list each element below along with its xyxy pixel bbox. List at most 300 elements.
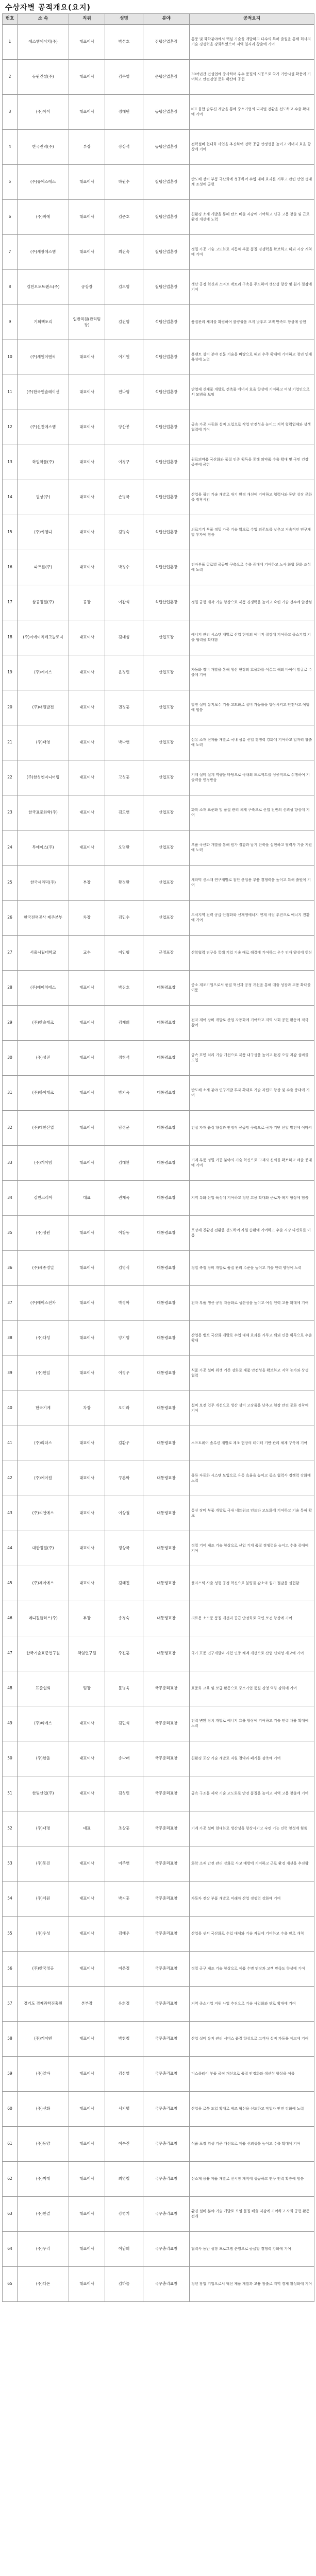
table-row: [3, 936, 314, 971]
row-organization: 파트론(주): [18, 550, 69, 585]
row-organization: (주)케이엠: [18, 1146, 69, 1181]
row-organization: (주)대원발전: [18, 690, 69, 725]
row-organization: (주)알파: [18, 2057, 69, 2092]
row-number: 6: [3, 200, 18, 235]
column-header-field: 분야: [143, 14, 190, 25]
table-row: [3, 1566, 314, 1601]
row-name: 김선영: [105, 2057, 143, 2092]
row-number: 13: [3, 445, 18, 480]
row-position: 교수: [69, 936, 105, 971]
row-position: 대표이사: [69, 1146, 105, 1181]
table-row: [3, 515, 314, 550]
row-position: 대표이사: [69, 445, 105, 480]
table-row: [3, 2267, 314, 2302]
table-row: [3, 1882, 314, 1917]
row-number: 28: [3, 971, 18, 1006]
row-organization: (주)성원: [18, 1216, 69, 1251]
row-award-field: 국무총리표창: [143, 1846, 190, 1882]
row-organization: (주)한울: [18, 1741, 69, 1776]
row-merit-summary: 도서지역 전력 공급 안정화와 신재생에너지 연계 사업 추진으로 에너지 전환에 기여: [190, 901, 314, 936]
row-award-field: 대통령표창: [143, 1601, 190, 1636]
table-row: [3, 725, 314, 760]
row-award-field: 동탑산업훈장: [143, 130, 190, 165]
table-row: [3, 1426, 314, 1461]
row-position: 대표: [69, 1811, 105, 1846]
row-name: 김재희: [105, 1006, 143, 1041]
row-position: 대표이사: [69, 2162, 105, 2197]
row-award-field: 국무총리표창: [143, 2057, 190, 2092]
row-name: 장상석: [105, 130, 143, 165]
row-award-field: 은탑산업훈장: [143, 60, 190, 95]
row-number: 45: [3, 1566, 18, 1601]
row-merit-summary: 의료용 소모품 품질 개선과 공급 안정화로 국민 보건 향상에 기여: [190, 1601, 314, 1636]
row-organization: 서울시립대학교: [18, 936, 69, 971]
row-position: 대표이사: [69, 1111, 105, 1146]
table-row: [3, 480, 314, 515]
row-position: 대표이사: [69, 1216, 105, 1251]
row-organization: 필상(주): [18, 480, 69, 515]
row-merit-summary: 산업용 밸브 국산화 개발로 수입 대체 효과를 거두고 해외 인증 획득으로 수출 확대: [190, 1321, 314, 1356]
row-organization: 삼공정밀(주): [18, 585, 69, 620]
row-merit-summary: 의료기기 부품 정밀 가공 기술 확보로 수입 의존도를 낮추고 지속적인 연구개발 투자에 힘씀: [190, 515, 314, 550]
row-name: 이남희: [105, 2232, 143, 2267]
row-number: 55: [3, 1917, 18, 1952]
table-row: [3, 1811, 314, 1846]
row-award-field: 석탑산업훈장: [143, 480, 190, 515]
table-row: [3, 1216, 314, 1251]
row-merit-summary: 생산 공정 혁신과 스마트 팩토리 구축을 주도하여 생산성 향상 및 원가 절감에 기여: [190, 270, 314, 305]
row-name: 김무영: [105, 60, 143, 95]
row-position: 대표이사: [69, 1321, 105, 1356]
row-number: 26: [3, 901, 18, 936]
table-row: [3, 1952, 314, 1987]
row-position: 책임연구원: [69, 1636, 105, 1671]
row-name: 조상훈: [105, 1811, 143, 1846]
row-number: 65: [3, 2267, 18, 2302]
row-position: 대표: [69, 1181, 105, 1216]
table-row: [3, 2127, 314, 2162]
row-name: 이창동: [105, 1216, 143, 1251]
row-merit-summary: 기계 설비 설계 역량을 바탕으로 국내외 프로젝트를 성공적으로 수행하여 기술력을 인정받음: [190, 760, 314, 795]
row-merit-summary: 기계 가공 설비 현대화로 생산성을 향상시키고 숙련 기능 인력 양성에 힘씀: [190, 1811, 314, 1846]
row-name: 김성민: [105, 1776, 143, 1811]
row-award-field: 국무총리표창: [143, 2267, 190, 2302]
row-name: 이갑석: [105, 585, 143, 620]
row-award-field: 대통령표창: [143, 1006, 190, 1041]
row-merit-summary: 금속 표면 처리 기술 개선으로 제품 내구성을 높이고 환경 오염 저감 설비를 도입: [190, 1041, 314, 1076]
row-merit-summary: 지역 중소기업 지원 사업 추진으로 기술 사업화와 판로 확대에 기여: [190, 1987, 314, 2022]
row-position: 대표이사: [69, 795, 105, 831]
row-position: 대표이사: [69, 1566, 105, 1601]
row-name: 이기원: [105, 340, 143, 375]
row-merit-summary: 건설 자재 품질 향상과 안정적 공급망 구축으로 국가 기반 산업 발전에 이바지: [190, 1111, 314, 1146]
row-award-field: 철탑산업훈장: [143, 270, 190, 305]
row-number: 27: [3, 936, 18, 971]
row-number: 23: [3, 795, 18, 831]
row-award-field: 석탑산업훈장: [143, 410, 190, 445]
table-row: [3, 1671, 314, 1706]
row-name: 고성훈: [105, 760, 143, 795]
row-position: 대표이사: [69, 1846, 105, 1882]
row-name: 김하늘: [105, 2267, 143, 2302]
row-name: 서지명: [105, 2092, 143, 2127]
table-body: [3, 25, 314, 2302]
row-organization: (주)성진: [18, 1041, 69, 1076]
table-row: [3, 1391, 314, 1426]
row-number: 22: [3, 760, 18, 795]
row-organization: 메디컬플러스(주): [18, 1601, 69, 1636]
row-merit-summary: 소프트웨어 솔루션 개발로 제조 현장의 데이터 기반 관리 체계 구축에 기여: [190, 1426, 314, 1461]
row-position: 대표이사: [69, 760, 105, 795]
column-header-org: 소 속: [18, 14, 69, 25]
table-row: [3, 1181, 314, 1216]
row-position: 팀장: [69, 1671, 105, 1706]
table-row: [3, 340, 314, 375]
row-name: 이인형: [105, 936, 143, 971]
row-number: 9: [3, 305, 18, 340]
table-row: [3, 760, 314, 795]
row-position: 본부장: [69, 1987, 105, 2022]
row-number: 15: [3, 515, 18, 550]
row-organization: 경기도 경제과학진흥원: [18, 1987, 69, 2022]
row-merit-summary: 단열재 신제품 개발로 건축물 에너지 효율 향상에 기여하고 여성 기업인으로서 모범을 보임: [190, 375, 314, 410]
row-name: 박현철: [105, 2022, 143, 2057]
table-row: [3, 130, 314, 165]
table-row: [3, 1741, 314, 1776]
row-number: 43: [3, 1496, 18, 1531]
row-merit-summary: 식품 포장 위생 기준 개선으로 제품 신뢰성을 높이고 수출 확대에 기여: [190, 2127, 314, 2162]
row-name: 김민수: [105, 901, 143, 936]
row-award-field: 대통령표창: [143, 1181, 190, 1216]
row-position: 차장: [69, 1391, 105, 1426]
table-row: [3, 200, 314, 235]
row-award-field: 대통령표창: [143, 1216, 190, 1251]
table-row: [3, 1601, 314, 1636]
row-award-field: 철탑산업훈장: [143, 235, 190, 270]
row-position: 공장장: [69, 270, 105, 305]
row-merit-summary: 통신 장비 부품 개발로 국내 네트워크 인프라 고도화에 기여하고 기술 특허 확보: [190, 1496, 314, 1531]
row-number: 49: [3, 1706, 18, 1741]
row-number: 52: [3, 1811, 18, 1846]
row-organization: (주)씨엠디: [18, 515, 69, 550]
row-award-field: 석탑산업훈장: [143, 515, 190, 550]
row-merit-summary: 친환경 소재 개발을 통해 탄소 배출 저감에 기여하고 신규 고용 창출 및 근로환경 개선에 노력: [190, 200, 314, 235]
row-organization: 한국기계: [18, 1391, 69, 1426]
row-name: 이은정: [105, 1952, 143, 1987]
row-organization: 한국전력(주): [18, 130, 69, 165]
row-position: 대표이사: [69, 1251, 105, 1286]
row-name: 이상철: [105, 1496, 143, 1531]
row-award-field: 석탑산업훈장: [143, 585, 190, 620]
row-number: 7: [3, 235, 18, 270]
row-position: 차장: [69, 901, 105, 936]
row-merit-summary: 지역 특화 산업 육성에 기여하고 청년 고용 확대와 근로자 복지 향상에 힘씀: [190, 1181, 314, 1216]
row-merit-summary: 청년 창업 기업으로서 혁신 제품 개발과 고용 창출로 지역 경제 활성화에 기여: [190, 2267, 314, 2302]
row-organization: 표준협회: [18, 1671, 69, 1706]
table-row: [3, 1706, 314, 1741]
row-organization: (주)우리: [18, 2232, 69, 2267]
row-merit-summary: 정밀 측정 장비 개발로 품질 관리 수준을 높이고 기술 인력 양성에 노력: [190, 1251, 314, 1286]
column-header-no: 번호: [3, 14, 18, 25]
row-number: 12: [3, 410, 18, 445]
row-award-field: 국무총리표창: [143, 2162, 190, 2197]
row-merit-summary: 국가 표준 연구개발과 시험 인증 체계 개선으로 산업 신뢰성 제고에 기여: [190, 1636, 314, 1671]
row-number: 11: [3, 375, 18, 410]
table-row: [3, 1251, 314, 1286]
row-merit-summary: 원료의약품 국산화와 품질 인증 획득을 통해 의약품 수출 확대 및 국민 건강 증진에 공헌: [190, 445, 314, 480]
row-number: 25: [3, 866, 18, 901]
row-award-field: 산업포장: [143, 901, 190, 936]
row-merit-summary: 친환경 포장 기술 개발로 자원 절약과 폐기물 감축에 기여: [190, 1741, 314, 1776]
row-name: 양산봉: [105, 410, 143, 445]
row-award-field: 석탑산업훈장: [143, 305, 190, 340]
row-name: 정형석: [105, 1041, 143, 1076]
table-row: [3, 410, 314, 445]
row-name: 박정아: [105, 1286, 143, 1321]
row-award-field: 국무총리표창: [143, 2232, 190, 2267]
row-number: 24: [3, 831, 18, 866]
row-organization: 김천오토트랜스(주): [18, 270, 69, 305]
row-organization: (주)세종정밀: [18, 1251, 69, 1286]
table-row: [3, 795, 314, 831]
row-merit-summary: 섬유 소재 신제품 개발로 국내 섬유 산업 경쟁력 강화에 기여하고 일자리 창출에 노력: [190, 725, 314, 760]
row-position: 대표이사: [69, 2022, 105, 2057]
row-position: 부장: [69, 866, 105, 901]
row-position: 대표이사: [69, 2127, 105, 2162]
row-award-field: 대통령표창: [143, 1496, 190, 1531]
row-organization: (주)아이: [18, 95, 69, 130]
row-position: 대표이사: [69, 1496, 105, 1531]
row-merit-summary: 금속 구조물 제작 기술 고도화로 안전 품질을 높이고 지역 고용 창출에 기여: [190, 1776, 314, 1811]
row-award-field: 산업포장: [143, 690, 190, 725]
row-award-field: 국무총리표창: [143, 2092, 190, 2127]
row-award-field: 대통령표창: [143, 1111, 190, 1146]
row-number: 54: [3, 1882, 18, 1917]
row-organization: (주)동진: [18, 1846, 69, 1882]
row-merit-summary: 정밀 금형 제작 기술 향상으로 제품 경쟁력을 높이고 숙련 기술 전수에 앞장섬: [190, 585, 314, 620]
row-number: 2: [3, 60, 18, 95]
table-row: [3, 655, 314, 690]
row-award-field: 국무총리표창: [143, 1882, 190, 1917]
row-position: 대표이사: [69, 515, 105, 550]
row-name: 박진호: [105, 971, 143, 1006]
row-name: 김대환: [105, 1146, 143, 1181]
table-row: [3, 1917, 314, 1952]
row-position: 대표이사: [69, 480, 105, 515]
row-merit-summary: 환경 설비 분야 기술 개발로 오염 물질 배출 저감에 기여하고 사회 공헌 활동 전개: [190, 2197, 314, 2232]
table-row: [3, 1356, 314, 1391]
row-award-field: 대통령표창: [143, 1356, 190, 1391]
row-award-field: 대통령표창: [143, 1461, 190, 1496]
row-organization: (주)이에이치테크놀로지: [18, 620, 69, 655]
row-award-field: 대통령표창: [143, 1286, 190, 1321]
row-name: 박성호: [105, 25, 143, 60]
row-number: 57: [3, 1987, 18, 2022]
row-position: 대표이사: [69, 655, 105, 690]
row-organization: (주)한국인슐레이션: [18, 375, 69, 410]
table-row: [3, 690, 314, 725]
row-name: 방기욱: [105, 1076, 143, 1111]
row-position: 대표이사: [69, 1356, 105, 1391]
row-organization: (주)케이엔: [18, 2022, 69, 2057]
row-merit-summary: 금속 가공 자동화 설비 도입으로 작업 안전성을 높이고 지역 협력업체와 상생 협력에 기여: [190, 410, 314, 445]
row-number: 46: [3, 1601, 18, 1636]
row-position: 대표이사: [69, 165, 105, 200]
row-organization: (주)대한산업: [18, 1111, 69, 1146]
row-name: 남정균: [105, 1111, 143, 1146]
row-name: 박나연: [105, 725, 143, 760]
row-award-field: 전탑산업훈장: [143, 25, 190, 60]
row-merit-summary: 에너지 관리 시스템 개발로 산업 현장의 에너지 절감에 기여하고 중소기업 기술 협력을 확대함: [190, 620, 314, 655]
row-merit-summary: 세라믹 신소재 연구개발로 첨단 산업용 부품 경쟁력을 높이고 특허 출원에 기여: [190, 866, 314, 901]
row-position: 대표이사: [69, 620, 105, 655]
row-organization: 화일약품(주): [18, 445, 69, 480]
row-number: 51: [3, 1776, 18, 1811]
row-number: 10: [3, 340, 18, 375]
row-award-field: 국무총리표창: [143, 1671, 190, 1706]
row-number: 47: [3, 1636, 18, 1671]
row-award-field: 국무총리표창: [143, 1741, 190, 1776]
row-position: 대표이사: [69, 1426, 105, 1461]
row-merit-summary: 전자 부품 생산 공정 자동화로 생산성을 높이고 여성 인력 고용 확대에 기여: [190, 1286, 314, 1321]
row-merit-summary: 설비 보전 업무 개선으로 생산 설비 고장률을 낮추고 현장 안전 문화 정착에 기여: [190, 1391, 314, 1426]
row-merit-summary: 화학 소재 표준화 및 품질 관리 체계 구축으로 산업 전반의 신뢰성 향상에 기여: [190, 795, 314, 831]
row-number: 53: [3, 1846, 18, 1882]
row-award-field: 대통령표창: [143, 1426, 190, 1461]
row-organization: (주)티에스: [18, 1706, 69, 1741]
row-number: 19: [3, 655, 18, 690]
row-award-field: 대통령표창: [143, 1321, 190, 1356]
row-name: 하원수: [105, 165, 143, 200]
row-number: 59: [3, 2057, 18, 2092]
table-row: [3, 1846, 314, 1882]
row-organization: (주)동양: [18, 2127, 69, 2162]
row-name: 이주연: [105, 1846, 143, 1882]
row-position: 대표이사: [69, 831, 105, 866]
row-merit-summary: 30여년간 건설업에 종사하며 우수 품질의 시공으로 국가 기반시설 확충에 기여하고 안전경영 문화 확산에 공헌: [190, 60, 314, 95]
row-organization: (주)하이테크: [18, 1076, 69, 1111]
row-number: 60: [3, 2092, 18, 2127]
row-organization: (주)우성: [18, 1917, 69, 1952]
row-award-field: 국무총리표창: [143, 1776, 190, 1811]
row-award-field: 대통령표창: [143, 1251, 190, 1286]
row-name: 김준호: [105, 200, 143, 235]
row-number: 18: [3, 620, 18, 655]
row-number: 8: [3, 270, 18, 305]
row-merit-summary: 중소 제조기업으로서 품질 혁신과 공정 개선을 통해 매출 성장과 고용 확대를 이룸: [190, 971, 314, 1006]
row-organization: 에스엠에이치(주): [18, 25, 69, 60]
table-row: [3, 585, 314, 620]
row-merit-summary: 디스플레이 부품 공정 개선으로 품질 안정화와 생산성 향상을 이룸: [190, 2057, 314, 2092]
row-name: 김도연: [105, 795, 143, 831]
table-header-row: [3, 14, 314, 25]
row-organization: (주)태영: [18, 725, 69, 760]
row-award-field: 동탑산업훈장: [143, 95, 190, 130]
row-merit-summary: 포장재 친환경 전환을 선도하여 자원 순환에 기여하고 수출 시장 다변화를 이룸: [190, 1216, 314, 1251]
table-row: [3, 25, 314, 60]
row-organization: (주)한국정공: [18, 1952, 69, 1987]
row-number: 64: [3, 2232, 18, 2267]
row-award-field: 산업포장: [143, 795, 190, 831]
row-name: 김태진: [105, 1566, 143, 1601]
row-merit-summary: 정밀 공구 제조 기술 향상으로 제품 수명 연장과 고객 만족도 향상에 기여: [190, 1952, 314, 1987]
row-name: 권재욱: [105, 1181, 143, 1216]
table-row: [3, 1076, 314, 1111]
table-row: [3, 2057, 314, 2092]
row-position: 대표이사: [69, 1006, 105, 1041]
row-merit-summary: 전력 변환 장치 개발로 에너지 효율 향상에 기여하고 기술 인력 채용 확대에 노력: [190, 1706, 314, 1741]
table-row: [3, 375, 314, 410]
row-position: 대표이사: [69, 1706, 105, 1741]
row-position: 대표이사: [69, 2232, 105, 2267]
row-merit-summary: 기계 부품 정밀 가공 분야의 기술 혁신으로 고객사 신뢰를 확보하고 매출 증대에 기여: [190, 1146, 314, 1181]
row-number: 48: [3, 1671, 18, 1706]
table-row: [3, 1496, 314, 1531]
row-merit-summary: 산업용 로봇 도입 확대로 제조 혁신을 선도하고 작업자 안전 강화에 노력: [190, 2092, 314, 2127]
row-name: 전나영: [105, 375, 143, 410]
row-position: 대표이사: [69, 2057, 105, 2092]
row-organization: (주)세광에스엠: [18, 235, 69, 270]
table-row: [3, 620, 314, 655]
row-award-field: 산업포장: [143, 866, 190, 901]
row-award-field: 산업포장: [143, 831, 190, 866]
row-organization: (주)리더스: [18, 1426, 69, 1461]
row-organization: 한빛산업(주): [18, 1776, 69, 1811]
row-name: 이수진: [105, 2127, 143, 2162]
row-position: 대표이사: [69, 25, 105, 60]
row-name: 김명숙: [105, 515, 143, 550]
row-organization: (주)신화: [18, 2092, 69, 2127]
row-position: 일반직원(관리팀장): [69, 305, 105, 340]
row-award-field: 대통령표창: [143, 1146, 190, 1181]
row-award-field: 국무총리표창: [143, 1917, 190, 1952]
row-organization: (주)에이스: [18, 655, 69, 690]
row-award-field: 국무총리표창: [143, 1987, 190, 2022]
row-merit-summary: 플랜트 설비 분야 전문 기술을 바탕으로 해외 수주 확대에 기여하고 청년 인재 육성에 노력: [190, 340, 314, 375]
row-number: 31: [3, 1076, 18, 1111]
row-position: 대표이사: [69, 375, 105, 410]
row-name: 최영철: [105, 2162, 143, 2197]
row-merit-summary: 자동차 전장 부품 개발로 미래차 산업 경쟁력 강화에 기여: [190, 1882, 314, 1917]
row-number: 4: [3, 130, 18, 165]
row-number: 35: [3, 1216, 18, 1251]
row-merit-summary: 전력설비 현대화 사업을 추진하여 전력 공급 안정성을 높이고 에너지 효율 향상에 기여: [190, 130, 314, 165]
row-organization: (주)한일: [18, 1356, 69, 1391]
table-row: [3, 165, 314, 200]
row-merit-summary: 협력사 동반 성장 프로그램 운영으로 공급망 경쟁력 강화에 기여: [190, 2232, 314, 2267]
table-row: [3, 550, 314, 585]
table-row: [3, 1321, 314, 1356]
table-row: [3, 2022, 314, 2057]
row-name: 주진훈: [105, 1636, 143, 1671]
row-position: 대표이사: [69, 95, 105, 130]
row-organization: (주)씨엔에스: [18, 1496, 69, 1531]
row-organization: (주)세원: [18, 1882, 69, 1917]
row-position: 대표이사: [69, 971, 105, 1006]
row-position: 대표이사: [69, 1286, 105, 1321]
row-number: 1: [3, 25, 18, 60]
table-row: [3, 95, 314, 130]
row-number: 16: [3, 550, 18, 585]
row-number: 21: [3, 725, 18, 760]
row-name: 윤정민: [105, 655, 143, 690]
table-row: [3, 1461, 314, 1496]
row-award-field: 대통령표창: [143, 1636, 190, 1671]
row-number: 34: [3, 1181, 18, 1216]
row-number: 56: [3, 1952, 18, 1987]
row-name: 김영식: [105, 1251, 143, 1286]
row-merit-summary: 플라스틱 사출 성형 공정 혁신으로 불량률 감소와 원가 절감을 실현함: [190, 1566, 314, 1601]
